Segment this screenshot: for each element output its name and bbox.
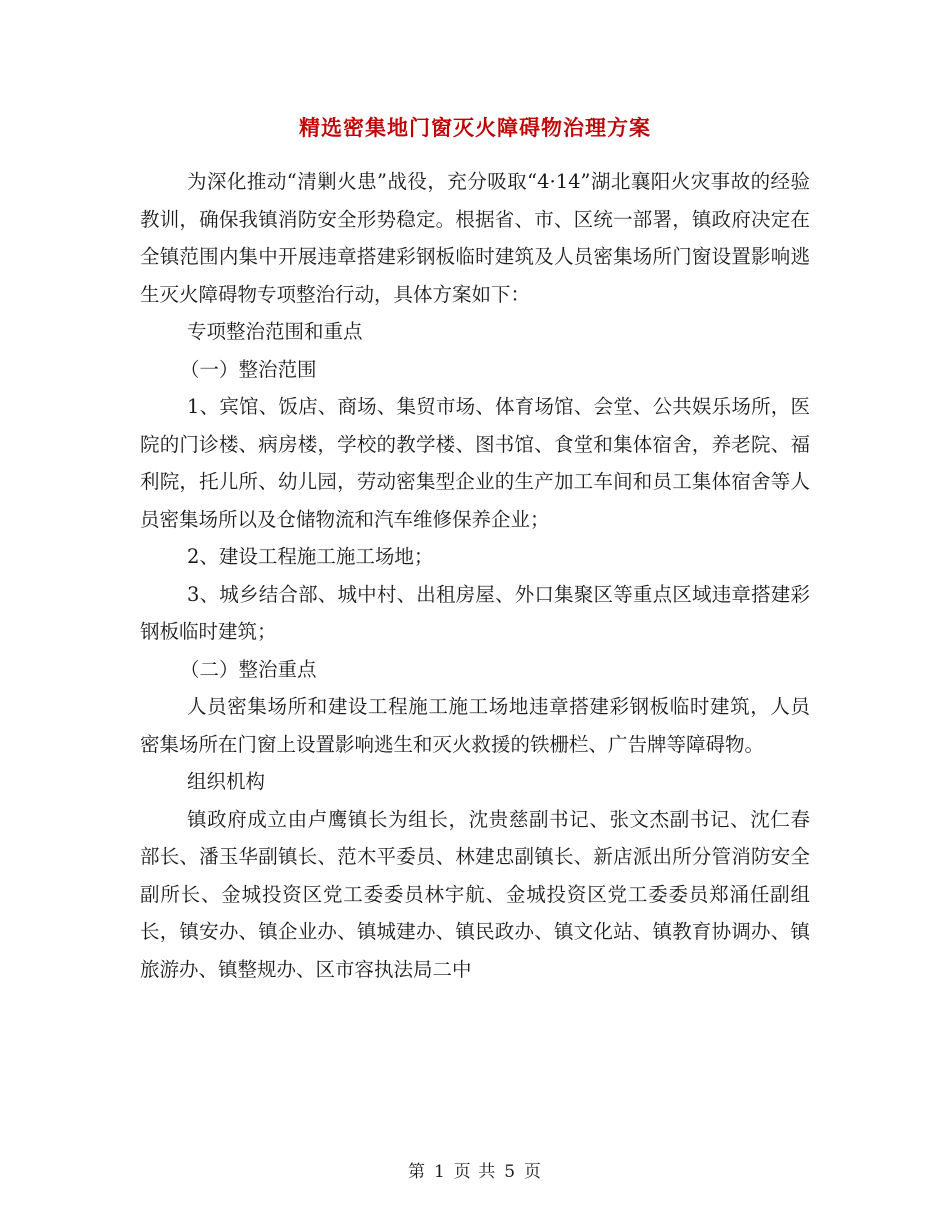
paragraph-organization: 镇政府成立由卢鹰镇长为组长，沈贵慈副书记、张文杰副书记、沈仁春部长、潘玉华副镇长、范木平委员、林建忠副镇长、新店派出所分管消防安全副所长、金城投资区党工委委员林宇航、金城投资区党工委委员郑涌任副组长，镇安办、镇企业办、镇城建办、镇民政办、镇文化站、镇教育协调办、镇旅游办、镇整规办、区市容执法局二中 — [140, 807, 810, 981]
footer-mid: 页 共 — [453, 1162, 497, 1182]
section-heading-scope: 专项整治范围和重点 — [187, 320, 363, 343]
document-body — [140, 163, 810, 988]
page-footer — [0, 1157, 950, 1182]
document-title: 精选密集地门窗灭火障碍物治理方案 — [299, 115, 651, 140]
page-number: 1 — [433, 1162, 446, 1182]
list-item-1: 1、宾馆、饭店、商场、集贸市场、体育场馆、会堂、公共娱乐场所，医院的门诊楼、病房楼，学校的教学楼、图书馆、食堂和集体宿舍，养老院、福利院，托儿所、幼儿园，劳动密集型企业的生产加工车间和员工集体宿舍等人员密集场所以及仓储物流和汽车维修保养企业； — [140, 395, 810, 531]
subsection-heading-scope: （一）整治范围 — [180, 357, 317, 381]
subsection-heading-focus: （二）整治重点 — [180, 657, 317, 681]
section-heading-organization: 组织机构 — [187, 770, 266, 793]
footer-suffix: 页 — [524, 1162, 543, 1182]
footer-prefix: 第 — [407, 1162, 426, 1182]
list-item-2: 2、建设工程施工施工场地； — [187, 545, 434, 568]
page-total: 5 — [504, 1162, 517, 1182]
paragraph-focus: 人员密集场所和建设工程施工施工场地违章搭建彩钢板临时建筑，人员密集场所在门窗上设置影响逃生和灭火救援的铁栅栏、广告牌等障碍物。 — [140, 695, 810, 756]
list-item-3: 3、城乡结合部、城中村、出租房屋、外口集聚区等重点区域违章搭建彩钢板临时建筑； — [140, 582, 810, 643]
paragraph-intro: 为深化推动“清剿火患”战役，充分吸取“4·14”湖北襄阳火灾事故的经验教训，确保我镇消防安全形势稳定。根据省、市、区统一部署，镇政府决定在全镇范围内集中开展违章搭建彩钢板临时建筑及人员密集场所门窗设置影响逃生灭火障碍物专项整治行动，具体方案如下： — [140, 170, 810, 306]
